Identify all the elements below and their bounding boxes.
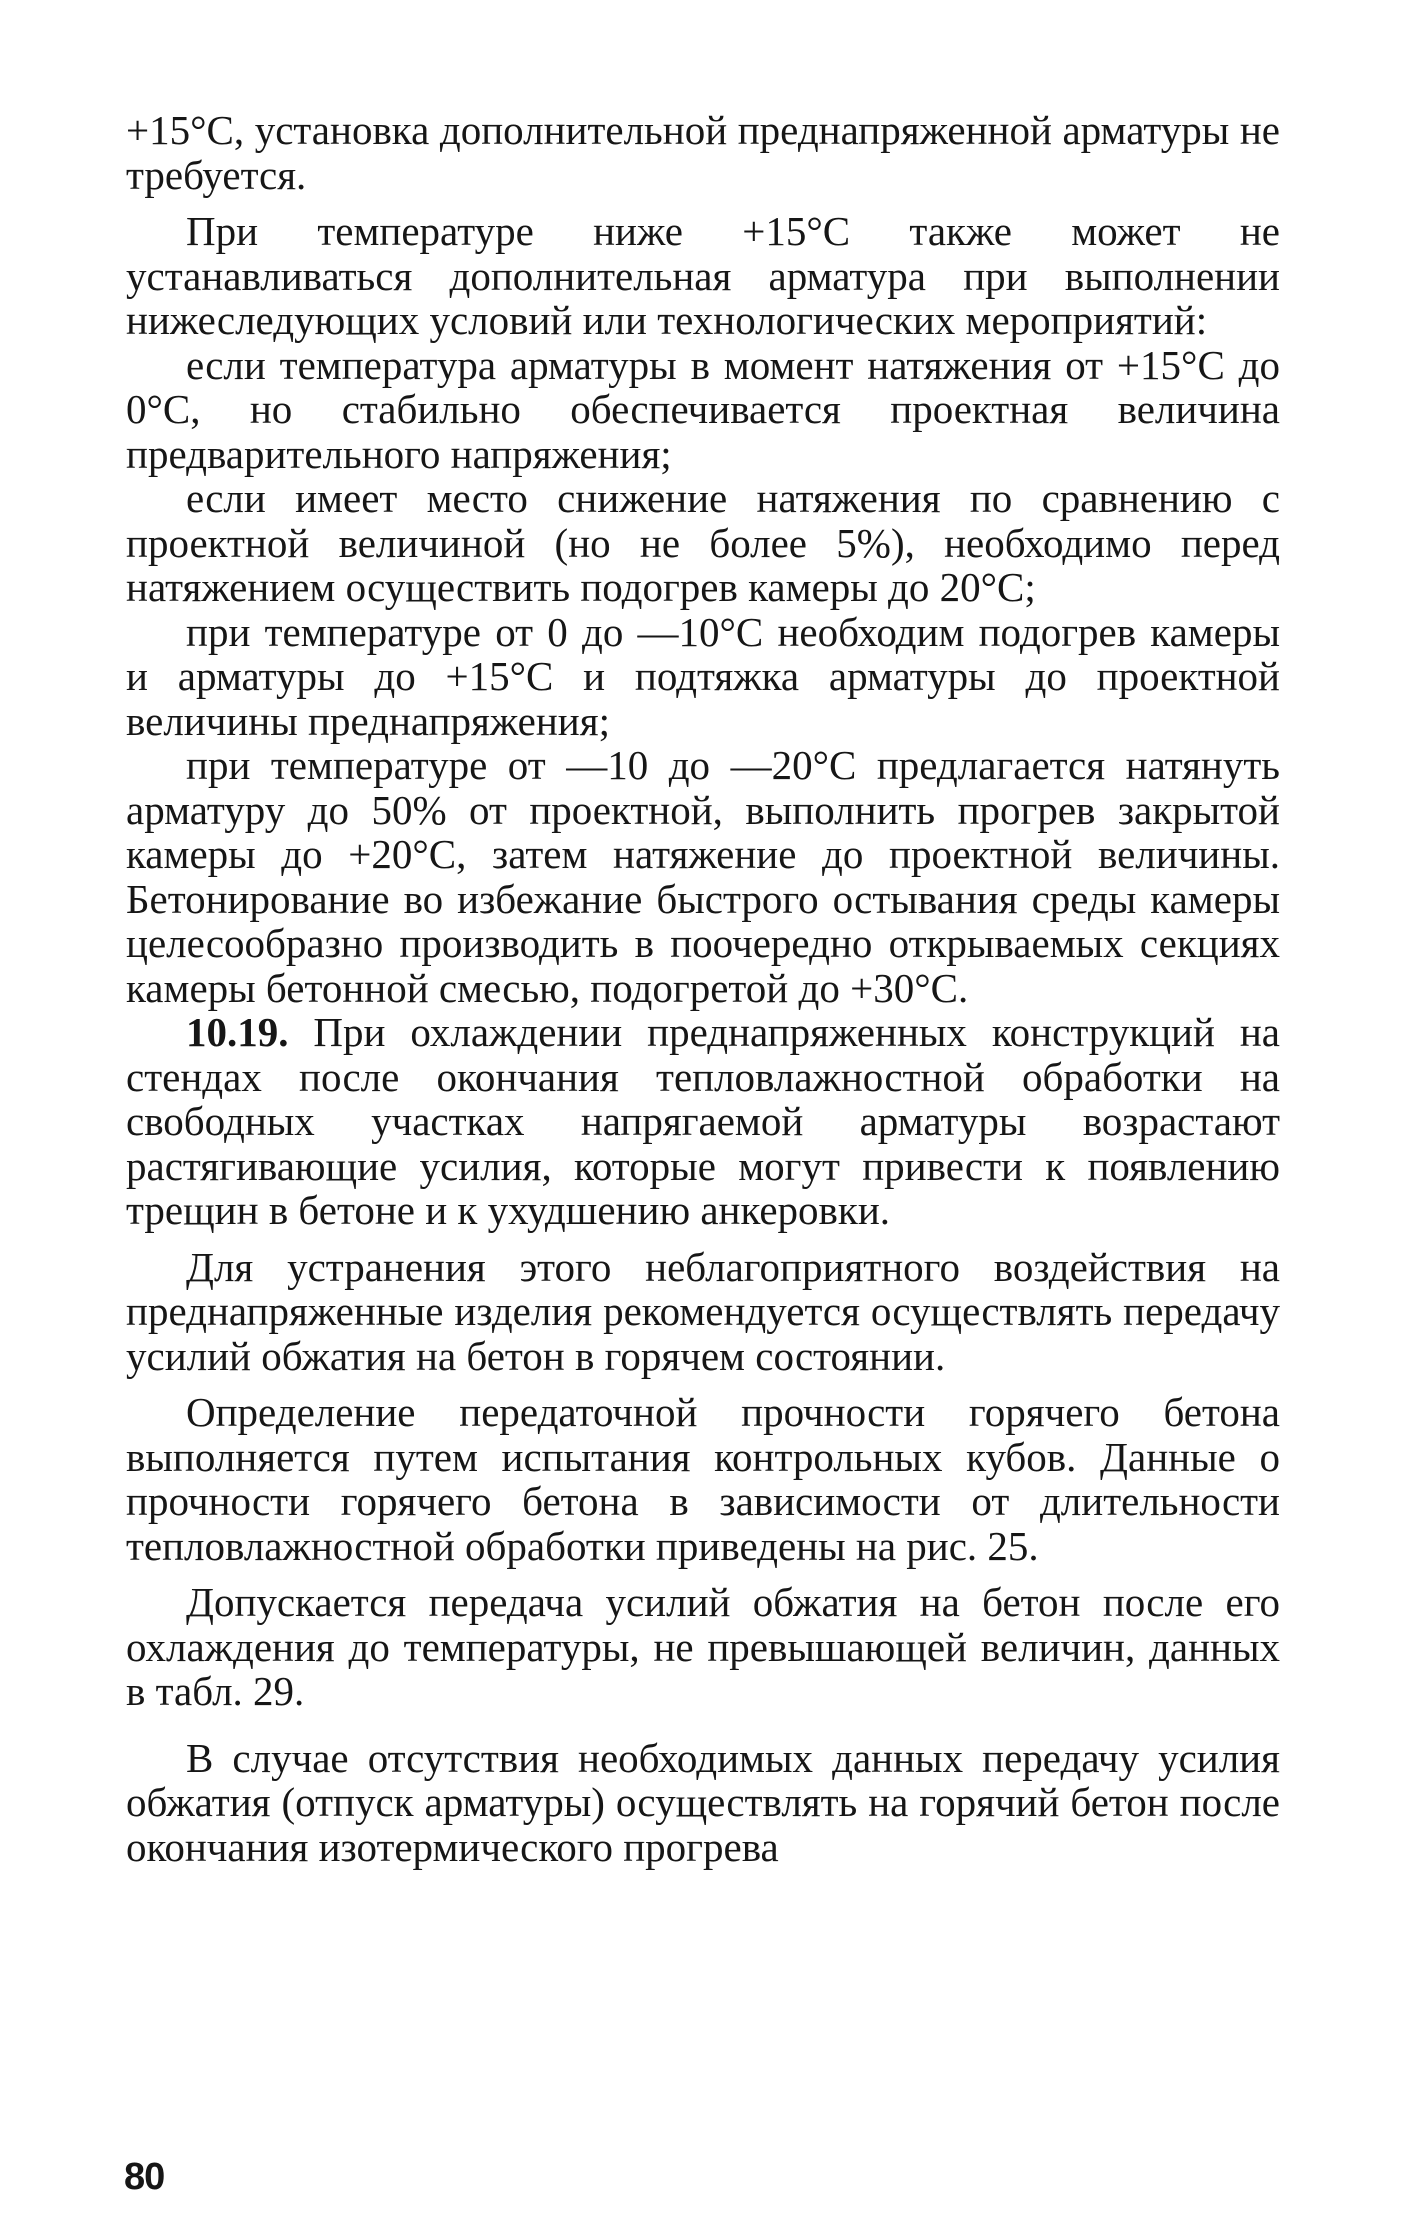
clause-number: 10.19. (186, 1009, 289, 1055)
paragraph: В случае отсутствия необходимых данных передачу усилия обжатия (отпуск арматуры) осуществлять на горячий бетон после окончания изотермического прогрева (126, 1734, 1280, 1870)
page-number: 80 (124, 2156, 165, 2198)
paragraph: Допускается передача усилий обжатия на бетон после его охлаждения до температуры, не превышающей величин, данных в табл. 29. (126, 1579, 1280, 1714)
list-item-condition: при температуре от 0 до —10°С необходим подогрев камеры и арматуры до +15°С и подтяжка арматуры до проектной величины преднапряжения; (126, 608, 1280, 744)
clause-text: При охлаждении преднапряженных конструкций на стендах после окончания тепловлажностной обработки на свободных участках напрягаемой арматуры возрастают растягивающие усилия, которые могут привести к появлению трещин в бетоне и к ухудшению анкеровки. (126, 1009, 1281, 1233)
paragraph-continuation: +15°С, установка дополнительной преднапряженной арматуры не требуется. (126, 107, 1280, 198)
paragraph: Определение передаточной прочности горячего бетона выполняется путем испытания контрольных кубов. Данные о прочности горячего бетона в зависимости от длительности тепловлажностной обработки приведены на рис. 25. (126, 1389, 1280, 1569)
list-item-condition: если температура арматуры в момент натяжения от +15°С до 0°С, но стабильно обеспечивается проектная величина предварительного напряжения; (126, 341, 1280, 477)
paragraph: При температуре ниже +15°С также может не устанавливаться дополнительная арматура при выполнении нижеследующих условий или технологических мероприятий: (126, 208, 1280, 343)
list-item-condition: при температуре от —10 до —20°С предлагается натянуть арматуру до 50% от проектной, выполнить прогрев закрытой камеры до +20°С, затем натяжение до проектной величины. Бетонирование во избежание быстрого остывания среды камеры целесообразно производить в поочередно открываемых секциях камеры бетонной смесью, подогретой до +30°С. (126, 742, 1280, 1011)
list-item-condition: если имеет место снижение натяжения по сравнению с проектной величиной (но не более 5%), необходимо перед натяжением осуществить подогрев камеры до 20°С; (126, 475, 1280, 610)
page-body (126, 108, 1280, 1869)
clause-10-19 (126, 1010, 1280, 1233)
paragraph: Для устранения этого неблагоприятного воздействия на преднапряженные изделия рекомендуется осуществлять передачу усилий обжатия на бетон в горячем состоянии. (126, 1243, 1280, 1379)
